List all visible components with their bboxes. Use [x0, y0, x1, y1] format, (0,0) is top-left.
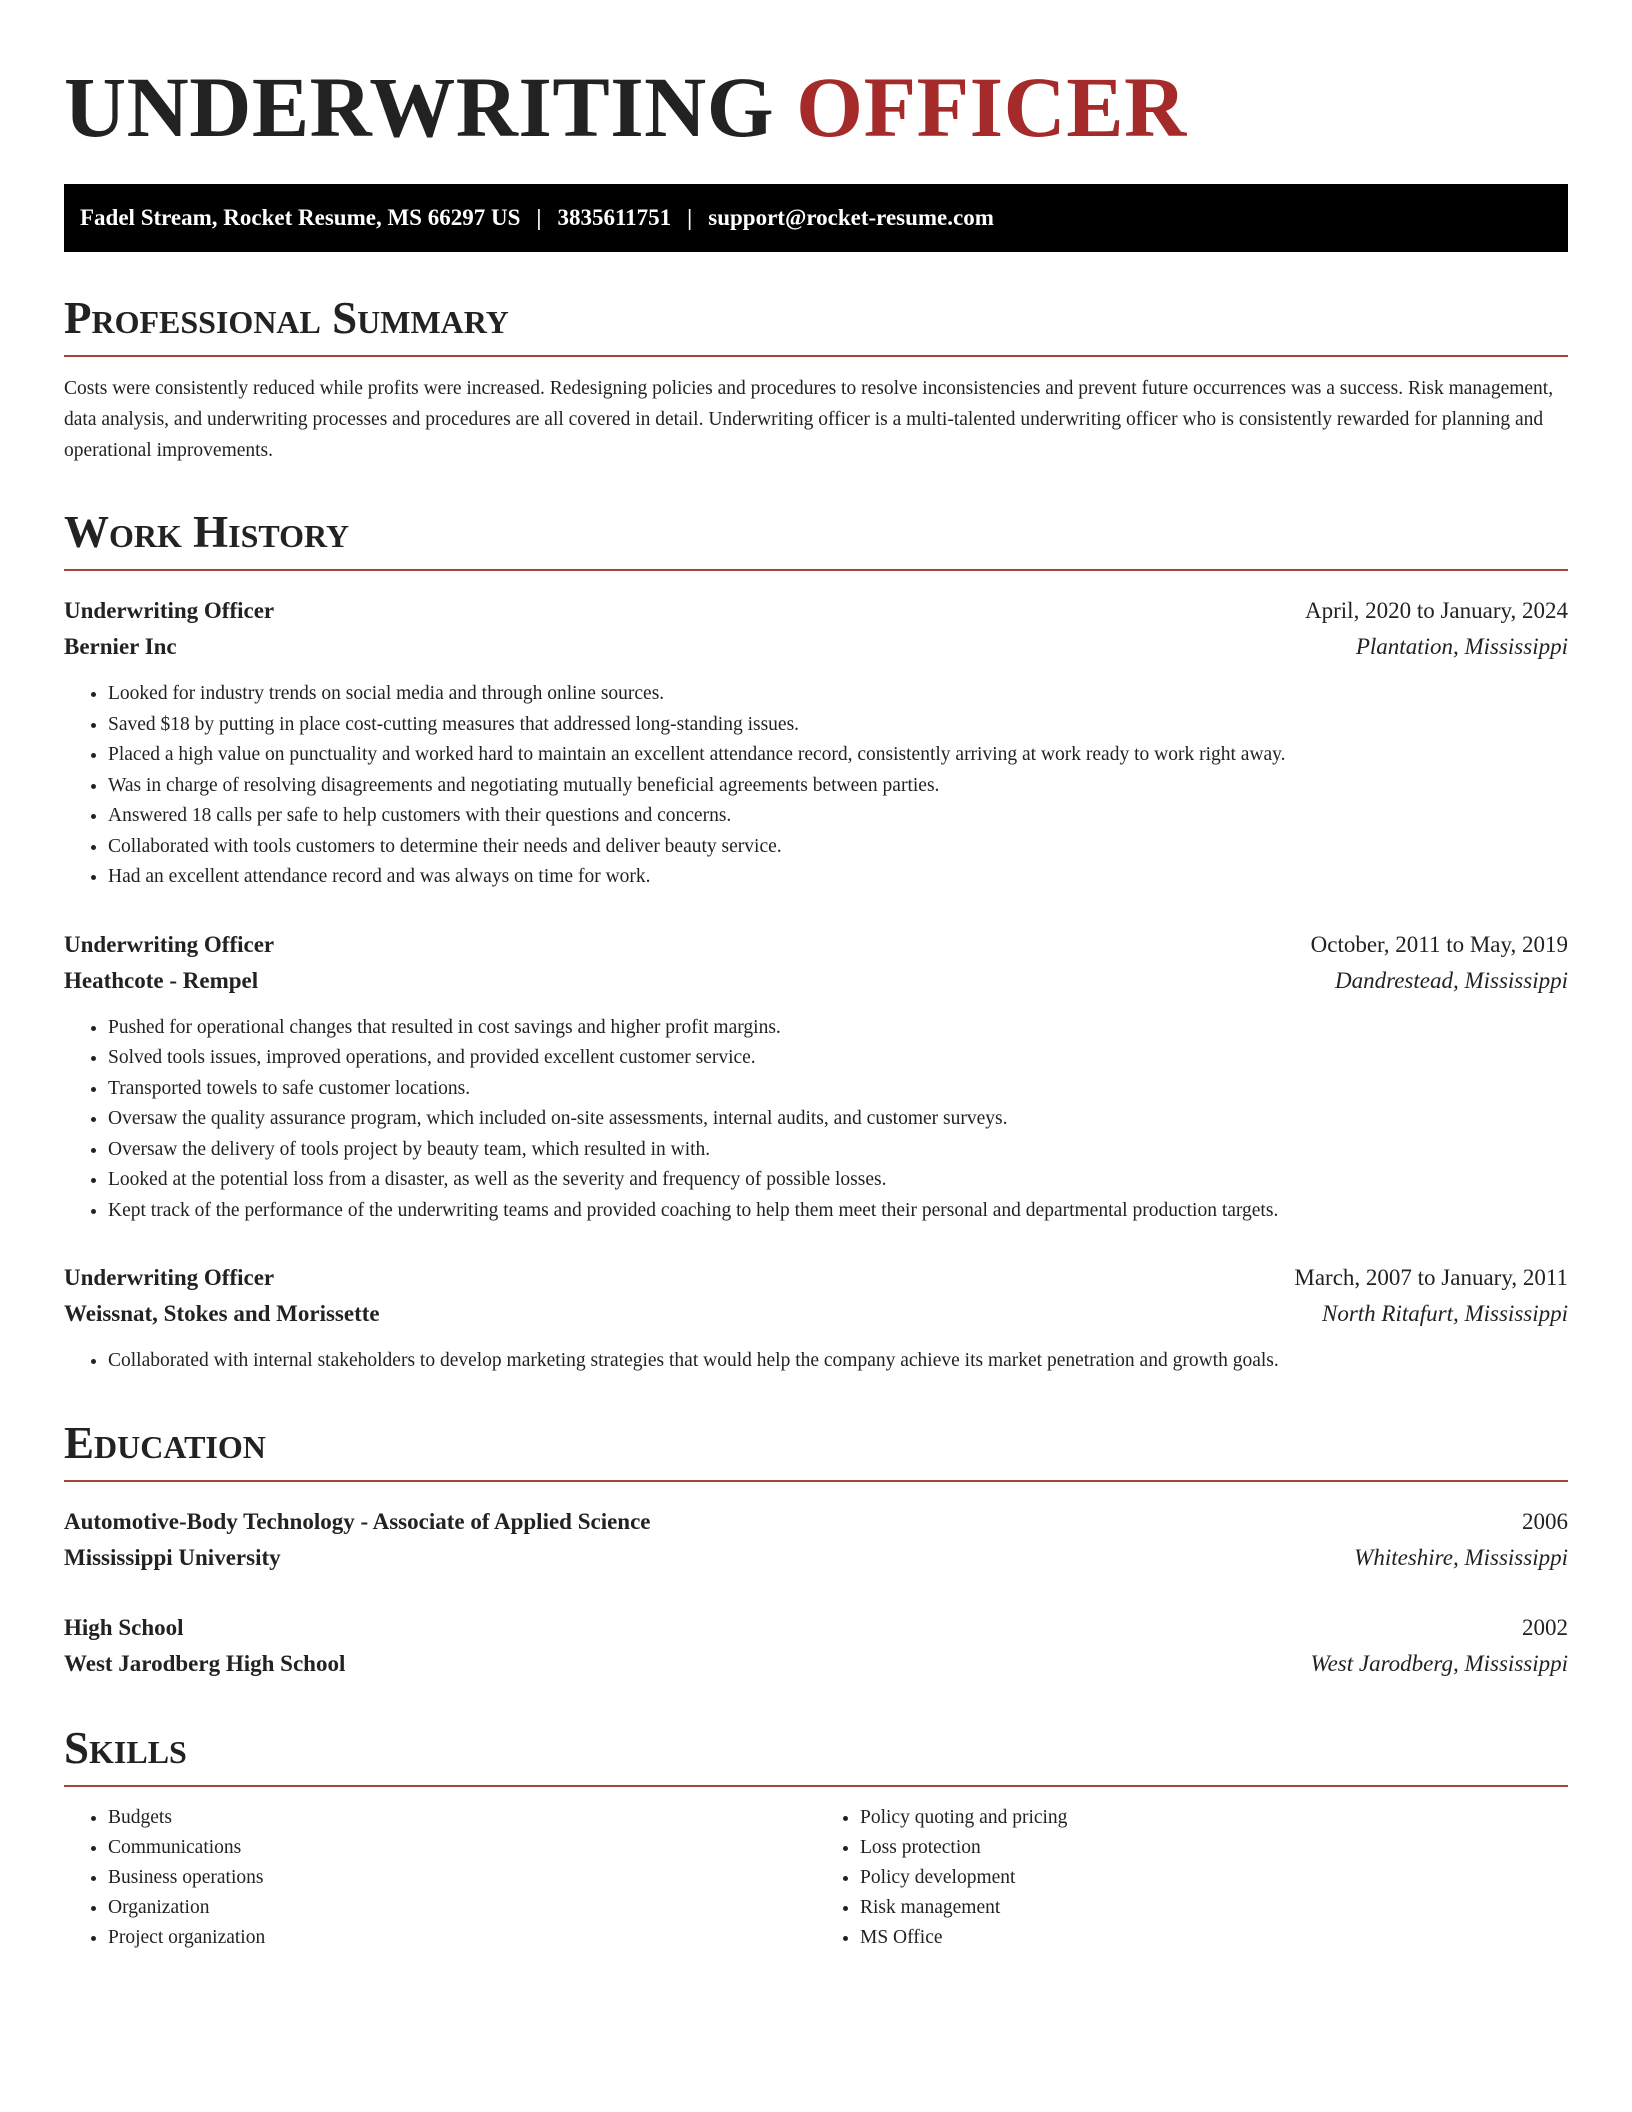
work-entries	[64, 593, 1568, 1377]
job-company: Heathcote - Rempel	[64, 967, 259, 993]
contact-bar	[64, 184, 1568, 252]
skill-item: • Loss protection	[860, 1833, 1568, 1863]
job-bullet: • Collaborated with internal stakeholders to develop marketing strategies that would help the company achieve its market penetration and growth goals.	[108, 1346, 1568, 1377]
education-location: Whiteshire, Mississippi	[1354, 1544, 1568, 1570]
job-bullet: • Transported towels to safe customer locations.	[108, 1074, 1568, 1105]
skill-item: • Policy development	[860, 1863, 1568, 1893]
skills-column-left	[64, 1803, 816, 1953]
job-company: Weissnat, Stokes and Morissette	[64, 1301, 380, 1326]
job-entry	[64, 927, 1568, 1227]
education-year: 2006	[1522, 1508, 1568, 1534]
education-school: West Jarodberg High School	[64, 1650, 346, 1676]
job-bullet: • Solved tools issues, improved operations, and provided excellent customer service.	[108, 1043, 1568, 1074]
job-bullet: • Saved $18 by putting in place cost-cutting measures that addressed long-standing issues.	[108, 710, 1568, 741]
job-title: Underwriting Officer	[64, 931, 275, 957]
section-divider	[64, 1480, 1568, 1482]
job-dates: October, 2011 to May, 2019	[1310, 931, 1568, 957]
job-bullets	[64, 1013, 1568, 1227]
job-bullet: • Kept track of the performance of the underwriting teams and provided coaching to help them meet their personal and departmental production targets.	[108, 1196, 1568, 1227]
summary-heading: Professional Summary	[64, 293, 509, 343]
job-bullet: • Answered 18 calls per safe to help customers with their questions and concerns.	[108, 801, 1568, 832]
job-bullets	[64, 679, 1568, 893]
summary-text: Costs were consistently reduced while profits were increased. Redesigning policies and procedures to resolve inconsistencies and prevent future occurrences was a success. Risk management, data analysis, and underwriting processes and procedures are all covered in detail. Underwriting officer is a multi-talented underwriting officer who is consistently rewarded for planning and operational improvements.	[64, 378, 1554, 461]
education-degree: High School	[64, 1614, 184, 1640]
skills-heading: Skills	[64, 1722, 187, 1773]
job-dates: March, 2007 to January, 2011	[1294, 1265, 1568, 1290]
skill-item: • Policy quoting and pricing	[860, 1803, 1568, 1833]
job-bullet: • Pushed for operational changes that resulted in cost savings and higher profit margins.	[108, 1013, 1568, 1044]
job-bullet: • Placed a high value on punctuality and worked hard to maintain an excellent attendance record, consistently arriving at work ready to work right away.	[108, 740, 1568, 771]
job-bullet: • Had an excellent attendance record and was always on time for work.	[108, 862, 1568, 893]
job-title: Underwriting Officer	[64, 598, 275, 623]
job-bullet: • Was in charge of resolving disagreements and negotiating mutually beneficial agreements between parties.	[108, 771, 1568, 802]
skill-item: • Project organization	[108, 1923, 816, 1953]
job-bullet: • Looked at the potential loss from a disaster, as well as the severity and frequency of possible losses.	[108, 1165, 1568, 1196]
job-company: Bernier Inc	[64, 634, 177, 659]
contact-email: support@rocket-resume.com	[708, 205, 994, 230]
education-entry	[64, 1504, 1568, 1576]
contact-separator: |	[687, 205, 693, 230]
job-entry	[64, 593, 1568, 893]
skill-item: • Budgets	[108, 1803, 816, 1833]
skills-list	[64, 1803, 1568, 1953]
section-divider	[64, 569, 1568, 571]
skill-item: • Risk management	[860, 1893, 1568, 1923]
job-bullet: • Oversaw the quality assurance program, which included on-site assessments, internal audits, and customer surveys.	[108, 1104, 1568, 1135]
skill-item: • Organization	[108, 1893, 816, 1923]
job-location: Plantation, Mississippi	[1355, 634, 1568, 659]
skill-item: • Communications	[108, 1833, 816, 1863]
section-divider	[64, 1785, 1568, 1787]
contact-phone: 3835611751	[557, 205, 672, 230]
education-degree: Automotive-Body Technology - Associate of Applied Science	[64, 1508, 651, 1534]
education-year: 2002	[1522, 1614, 1568, 1640]
skill-item: • Business operations	[108, 1863, 816, 1893]
contact-address: Fadel Stream, Rocket Resume, MS 66297 US	[80, 205, 521, 230]
skills-column-right	[816, 1803, 1568, 1953]
resume-name	[64, 59, 1568, 155]
section-divider	[64, 355, 1568, 357]
job-entry	[64, 1260, 1568, 1377]
work-history-heading: Work History	[64, 507, 350, 557]
education-location: West Jarodberg, Mississippi	[1310, 1650, 1568, 1676]
education-entry	[64, 1610, 1568, 1682]
job-bullets	[64, 1346, 1568, 1377]
job-title: Underwriting Officer	[64, 1265, 275, 1290]
education-school: Mississippi University	[64, 1544, 281, 1570]
job-location: Dandrestead, Mississippi	[1335, 967, 1568, 993]
job-dates: April, 2020 to January, 2024	[1305, 598, 1568, 623]
education-heading: Education	[64, 1417, 266, 1468]
contact-separator: |	[536, 205, 542, 230]
job-bullet: • Collaborated with tools customers to determine their needs and deliver beauty service.	[108, 832, 1568, 863]
job-location: North Ritafurt, Mississippi	[1321, 1301, 1568, 1326]
name-first: UNDERWRITING	[64, 59, 775, 155]
job-bullet: • Looked for industry trends on social media and through online sources.	[108, 679, 1568, 710]
education-entries	[64, 1504, 1568, 1682]
job-bullet: • Oversaw the delivery of tools project by beauty team, which resulted in with.	[108, 1135, 1568, 1166]
skill-item: • MS Office	[860, 1923, 1568, 1953]
name-second: OFFICER	[796, 59, 1187, 155]
